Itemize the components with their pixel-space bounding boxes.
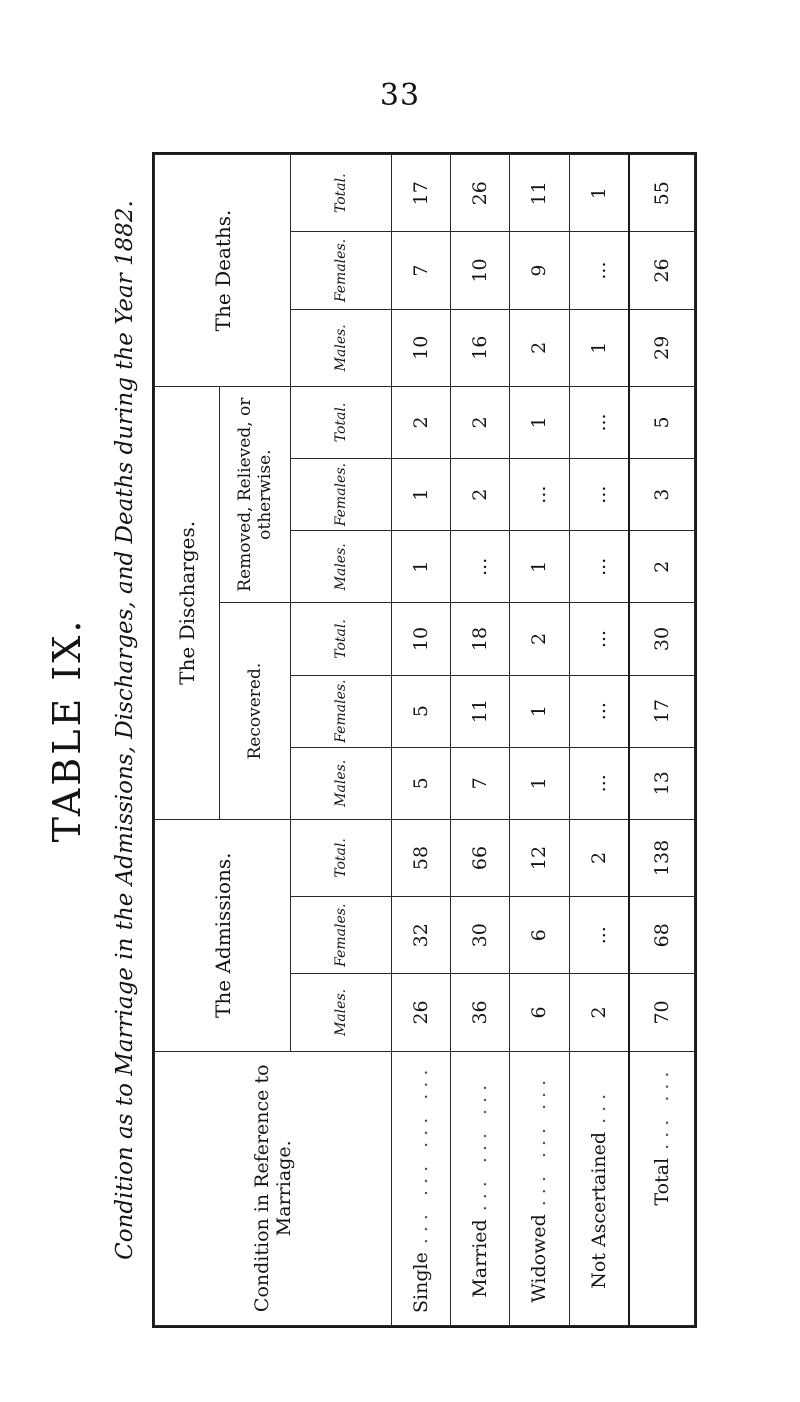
cell: 5 (392, 747, 451, 819)
cell: 55 (629, 155, 695, 232)
cell: 2 (451, 386, 510, 458)
rem-females-header: Females. (291, 459, 392, 531)
cell: 17 (392, 155, 451, 232)
row-label: Single... ... ... ... (392, 1051, 451, 1325)
row-label: Not Ascertained... (569, 1051, 629, 1325)
cell: 10 (392, 603, 451, 675)
cell: 70 (629, 974, 695, 1051)
cell: 26 (629, 232, 695, 309)
cell: 13 (629, 747, 695, 819)
table-subtitle: Condition as to Marriage in the Admissions, Discharges, and Deaths during the Year 1882. (112, 200, 138, 1260)
rec-males-header: Males. (291, 747, 392, 819)
cell: ... (451, 531, 510, 603)
cell: 11 (451, 675, 510, 747)
cell: ... (569, 459, 629, 531)
marriage-table (152, 152, 697, 1328)
rem-total-header: Total. (291, 386, 392, 458)
cell: 29 (629, 309, 695, 386)
cell: 30 (629, 603, 695, 675)
dth-total-header: Total. (291, 155, 392, 232)
page-number: 33 (379, 78, 421, 113)
cell: ... (510, 459, 569, 531)
dth-males-header: Males. (291, 309, 392, 386)
cell: 5 (392, 675, 451, 747)
cell: 18 (451, 603, 510, 675)
cell: 7 (451, 747, 510, 819)
cell: ... (569, 675, 629, 747)
cell: 2 (451, 459, 510, 531)
cell: ... (569, 386, 629, 458)
rec-total-header: Total. (291, 603, 392, 675)
cell: 58 (392, 819, 451, 896)
table-row (392, 155, 451, 1326)
cell: ... (569, 897, 629, 974)
heading (40, 180, 150, 1280)
row-label: Widowed... ... ... (510, 1051, 569, 1325)
table-frame (152, 152, 697, 1328)
adm-total-header: Total. (291, 819, 392, 896)
recovered-header: Recovered. (220, 603, 291, 819)
cell: 2 (569, 819, 629, 896)
deaths-header: The Deaths. (155, 155, 291, 387)
rec-females-header: Females. (291, 675, 392, 747)
condition-header: Condition in Reference to Marriage. (155, 1051, 392, 1325)
cell: 1 (569, 309, 629, 386)
cell: ... (569, 747, 629, 819)
cell: ... (569, 232, 629, 309)
cell: 10 (392, 309, 451, 386)
cell: 32 (392, 897, 451, 974)
cell: 26 (451, 155, 510, 232)
cell: 26 (392, 974, 451, 1051)
cell: 16 (451, 309, 510, 386)
total-row (629, 155, 695, 1326)
cell: 1 (510, 531, 569, 603)
cell: 1 (392, 531, 451, 603)
cell: ... (569, 531, 629, 603)
table-title: TABLE IX. (45, 617, 89, 843)
cell: 30 (451, 897, 510, 974)
cell: 17 (629, 675, 695, 747)
dth-females-header: Females. (291, 232, 392, 309)
cell: 2 (510, 309, 569, 386)
total-label: Total... ... (629, 1051, 695, 1325)
cell: 66 (451, 819, 510, 896)
row-label: Married... ... ... (451, 1051, 510, 1325)
cell: ... (569, 603, 629, 675)
cell: 2 (629, 531, 695, 603)
cell: 1 (392, 459, 451, 531)
cell: 1 (510, 386, 569, 458)
table-row (569, 155, 629, 1326)
cell: 11 (510, 155, 569, 232)
table-row (510, 155, 569, 1326)
cell: 9 (510, 232, 569, 309)
cell: 12 (510, 819, 569, 896)
removed-header: Removed, Relieved, or otherwise. (220, 386, 291, 603)
cell: 6 (510, 974, 569, 1051)
cell: 1 (569, 155, 629, 232)
cell: 68 (629, 897, 695, 974)
cell: 10 (451, 232, 510, 309)
cell: 1 (510, 747, 569, 819)
cell: 2 (392, 386, 451, 458)
cell: 2 (510, 603, 569, 675)
admissions-header: The Admissions. (155, 819, 291, 1051)
adm-males-header: Males. (291, 974, 392, 1051)
cell: 6 (510, 897, 569, 974)
cell: 1 (510, 675, 569, 747)
discharges-header: The Discharges. (155, 386, 220, 819)
table-row (451, 155, 510, 1326)
cell: 138 (629, 819, 695, 896)
cell: 36 (451, 974, 510, 1051)
rem-males-header: Males. (291, 531, 392, 603)
cell: 7 (392, 232, 451, 309)
adm-females-header: Females. (291, 897, 392, 974)
cell: 2 (569, 974, 629, 1051)
cell: 5 (629, 386, 695, 458)
cell: 3 (629, 459, 695, 531)
